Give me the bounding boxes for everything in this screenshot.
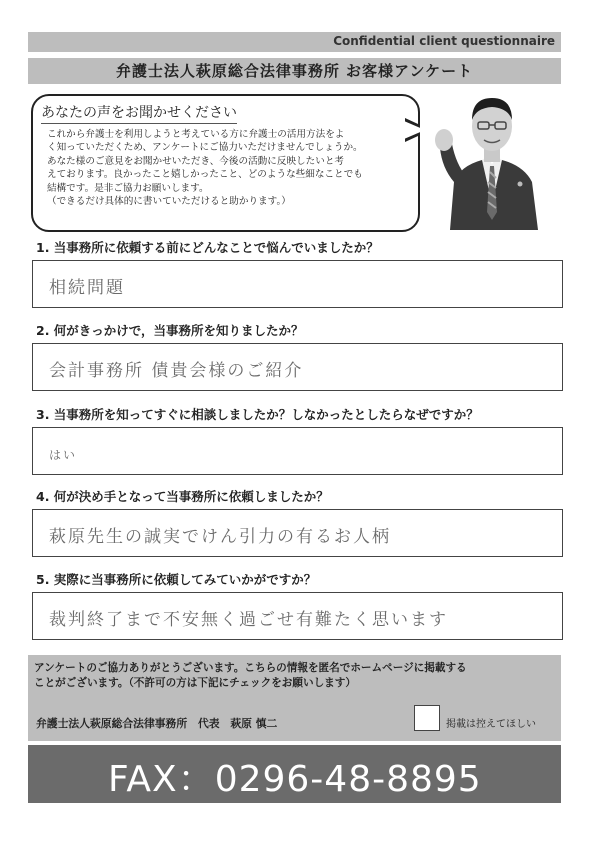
answer-3-text: はい	[49, 448, 78, 462]
intro-line: これから弁護士を利用しようと考えている方に弁護士の活用方法をよ	[47, 129, 345, 140]
intro-line: えております。良かったこと嬉しかったこと、どのような些細なことでも	[47, 169, 363, 181]
question-2: 2. 何がきっかけで，当事務所を知りましたか？	[36, 323, 304, 338]
page-title: 弁護士法人萩原総合法律事務所 お客様アンケート	[28, 58, 561, 84]
no-publish-label: 掲載は控えてほしい	[446, 719, 536, 730]
intro-heading: あなたの声をお聞かせください	[41, 102, 237, 124]
answer-box-1[interactable]	[32, 260, 563, 308]
question-1: 1. 当事務所に依頼する前にどんなことで悩んでいましたか？	[36, 240, 379, 255]
answer-5-text: 裁判終了まで不安無く過ごせ有難たく思います	[49, 610, 448, 630]
intro-speech-bubble	[31, 94, 420, 232]
question-4: 4. 何が決め手となって当事務所に依頼しましたか？	[36, 489, 329, 504]
answer-box-5[interactable]	[32, 592, 563, 640]
intro-line: あなた様のご意見をお聞かせいただき、今後の活動に反映したいと考	[47, 155, 345, 167]
confidential-bar	[28, 32, 561, 52]
fax-number: FAX：0296-48-8895	[108, 759, 482, 800]
fax-banner	[28, 745, 561, 803]
answer-4-text: 萩原先生の誠実でけん引力の有るお人柄	[49, 527, 391, 547]
answer-box-3[interactable]	[32, 427, 563, 475]
thank-you-line: ことがございます。（不許可の方は下記にチェックをお願いします）	[34, 677, 356, 689]
question-3: 3. 当事務所を知ってすぐに相談しましたか？しなかったとしたらなぜですか？	[36, 407, 479, 422]
no-publish-checkbox[interactable]	[414, 705, 440, 731]
answer-2-text: 会計事務所 債貴会様のご紹介	[49, 361, 304, 381]
confidential-label: Confidential client questionnaire	[333, 34, 555, 48]
intro-line: （できるだけ具体的に書いていただけると助かります。）	[47, 196, 291, 208]
intro-text	[47, 128, 409, 208]
office-signature: 弁護士法人萩原総合法律事務所 代表 萩原 慎二	[36, 717, 278, 730]
intro-line: 結構です。是非ご協力お願いします。	[47, 182, 209, 194]
thank-you-panel	[28, 655, 561, 741]
question-5: 5. 実際に当事務所に依頼してみていかがですか？	[36, 572, 317, 587]
answer-box-4[interactable]	[32, 509, 563, 557]
answer-box-2[interactable]	[32, 343, 563, 391]
lawyer-photo	[420, 84, 563, 230]
answer-1-text: 相続問題	[49, 278, 125, 298]
thank-you-message	[34, 661, 554, 691]
thank-you-line: アンケートのご協力ありがとうございます。こちらの情報を匿名でホームページに掲載する	[34, 662, 467, 674]
intro-line: く知っていただくため、アンケートにご協力いただけませんでしょうか。	[47, 142, 363, 154]
